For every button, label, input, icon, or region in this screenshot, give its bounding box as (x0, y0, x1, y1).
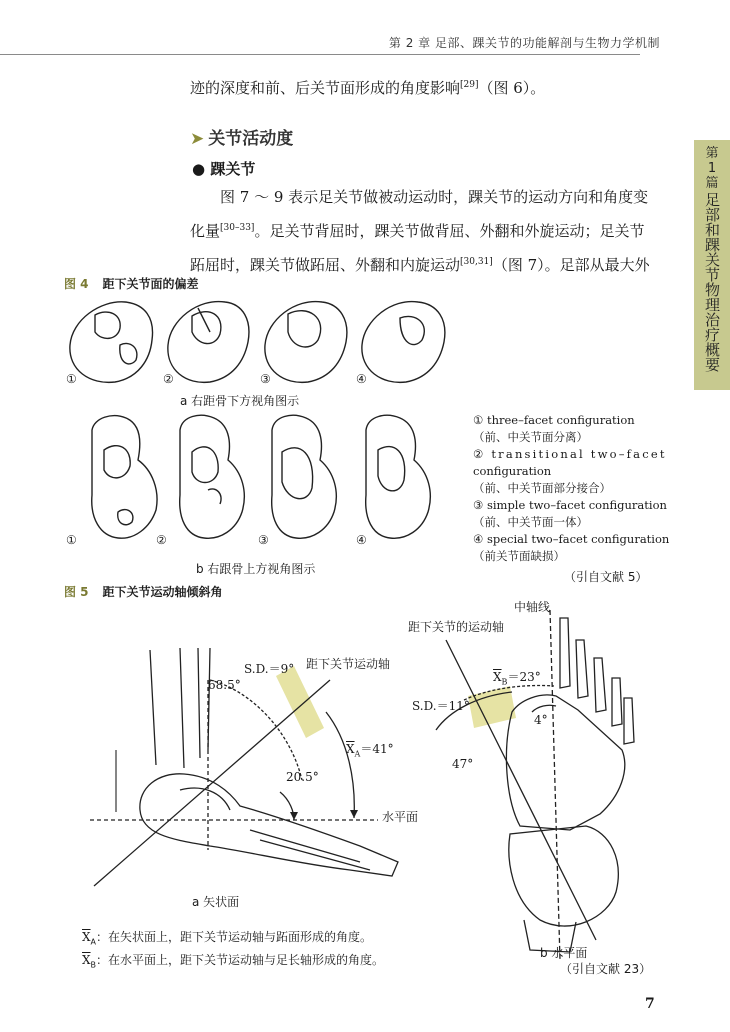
fig5b-angle-small: 4° (534, 713, 548, 727)
section-heading: ➤ 关节活动度 (190, 129, 294, 149)
figure4-source: （引自文献 5） (564, 570, 648, 584)
talus-view-2 (168, 302, 249, 383)
figure4a-caption: a 右距骨下方视角图示 (180, 394, 300, 408)
talus-view-3 (265, 302, 347, 383)
fig4b-num-4: ④ (356, 533, 367, 547)
calcaneus-view-2 (180, 415, 245, 538)
note-xb: $\overline{X}_B$：在水平面上，距下关节运动轴与足长轴形成的角度。 (82, 953, 385, 970)
fig4a-num-1: ① (66, 372, 77, 386)
figure4b-caption: b 右跟骨上方视角图示 (196, 562, 316, 576)
intro-line: 迹的深度和前、后关节面形成的角度影响[29]（图 6）。 (190, 79, 546, 97)
figure5a-caption: a 矢状面 (192, 895, 240, 909)
part-title: 足部和踝关节物理治疗概要 (703, 192, 721, 372)
calcaneus-view-1 (92, 416, 157, 539)
fig5a-sd: S.D.＝9° (244, 662, 295, 676)
subsection-heading: ● 踝关节 (192, 160, 256, 178)
figure5b-illustration (420, 600, 650, 970)
part-number: 第 1 篇 (705, 146, 719, 191)
fig4b-num-3: ③ (258, 533, 269, 547)
fig4b-num-1: ① (66, 533, 77, 547)
chevron-right-icon: ➤ (190, 129, 205, 149)
part-side-tab (694, 140, 730, 390)
header-rule (0, 54, 640, 55)
fig5a-axis-label: 距下关节运动轴 (306, 657, 391, 671)
fig4b-num-2: ② (156, 533, 167, 547)
calcaneus-view-4 (366, 415, 431, 538)
fig5b-xb: $\overline{X}_B=23^\circ$ (493, 670, 541, 687)
fig5b-angle-big: 47° (452, 757, 474, 771)
note-xa: $\overline{X}_A$：在矢状面上，距下关节运动轴与跖面形成的角度。 (82, 930, 373, 947)
running-header: 第 2 章 足部、踝关节的功能解剖与生物力学机制 (388, 36, 660, 50)
figure5-notes (82, 928, 384, 975)
figure5a-illustration (80, 640, 410, 910)
talus-view-1 (70, 302, 153, 383)
bullet-icon: ● (192, 160, 206, 178)
fig5a-horizontal-label: 水平面 (382, 810, 419, 824)
talus-view-4 (362, 302, 445, 383)
figure5b-caption: b 水平面 (540, 946, 588, 960)
figure5b-source: （引自文献 23） (560, 962, 652, 976)
fig4a-num-4: ④ (356, 372, 367, 386)
fig5b-midline-label: 中轴线 (514, 600, 551, 614)
fig5a-xa: $\overline{X}_A=41^\circ$ (346, 742, 394, 759)
figure4-label: 图 4 距下关节面的偏差 (64, 277, 199, 291)
fig5a-angle-low: 20.5° (286, 770, 319, 784)
fig5b-sd: S.D.＝11° (412, 699, 470, 713)
figure5-label: 图 5 距下关节运动轴倾斜角 (64, 585, 223, 599)
figure4-legend: ① three–facet configuration （前、中关节面分离） ② transitional two–facet configuration （前、中关节面部分接合） ③ simple two–facet configuration （前、中关节面一体） ④ special two–facet configuration （前关节面缺损） (473, 413, 670, 563)
body-paragraph: 图 7 ～ 9 表示足关节做被动运动时，踝关节的运动方向和角度变 化量[30–33]。足关节背屈时，踝关节做背屈、外翻和外旋运动；足关节 跖屈时，踝关节做跖屈、外翻和内旋运动[30,31]（图 7）。足部从最大外 (190, 188, 650, 274)
fig5a-angle-high: 68.5° (208, 678, 241, 692)
fig4a-num-3: ③ (260, 372, 271, 386)
fig4a-num-2: ② (163, 372, 174, 386)
fig5b-axis-label: 距下关节的运动轴 (408, 620, 505, 634)
page-number: 7 (645, 996, 655, 1012)
calcaneus-view-3 (272, 415, 337, 538)
